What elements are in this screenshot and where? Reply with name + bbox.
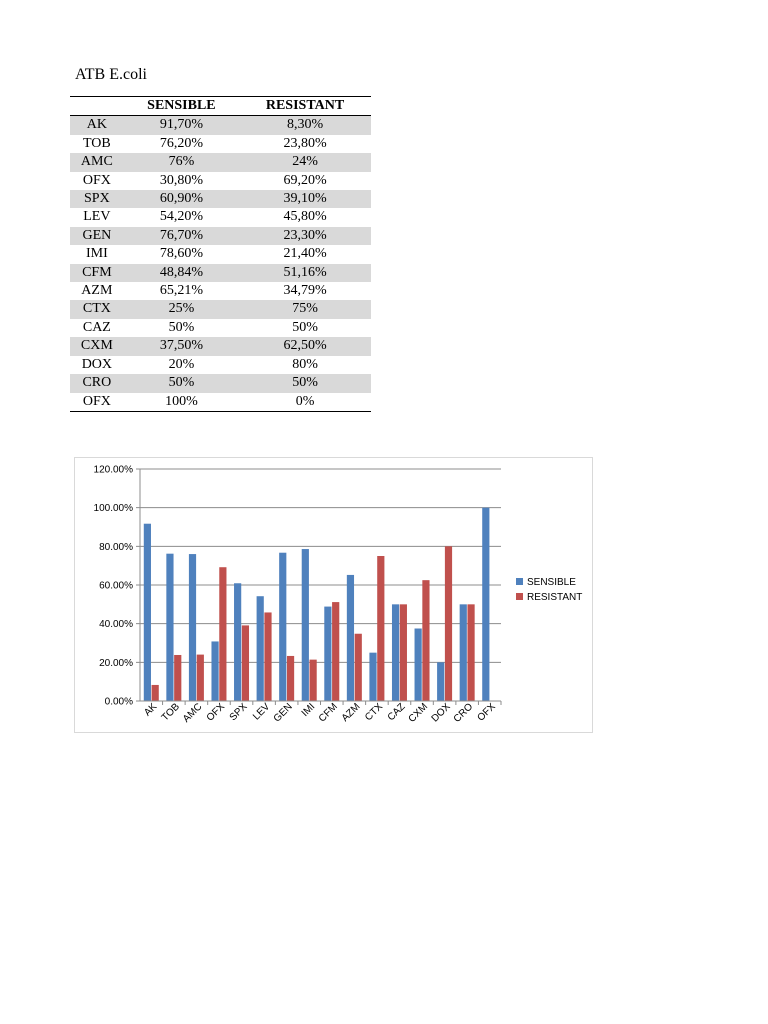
bar-sensible	[279, 553, 286, 701]
bar-resistant	[467, 604, 474, 701]
bar-resistant	[174, 655, 181, 701]
bar-sensible	[369, 653, 376, 701]
bar-resistant	[287, 656, 294, 701]
legend-swatch-sensible	[516, 578, 523, 585]
table-body	[70, 116, 371, 412]
table-row	[70, 300, 371, 318]
table-row	[70, 337, 371, 355]
y-tick-label: 0.00%	[104, 696, 133, 708]
table-row	[70, 208, 371, 226]
bar-chart	[75, 458, 592, 732]
bar-resistant	[445, 546, 452, 701]
cell-sensible: 78,60%	[159, 246, 203, 262]
bar-sensible	[392, 604, 399, 701]
bar-sensible	[415, 629, 422, 702]
legend-label-resistant: RESISTANT	[527, 592, 583, 603]
bar-sensible	[460, 604, 467, 701]
x-tick-label: GEN	[271, 701, 295, 725]
cell-antibiotic: AK	[70, 116, 124, 135]
cell-resistant: 51,16%	[239, 264, 371, 282]
x-tick-label: AZM	[339, 701, 363, 725]
table-row	[70, 356, 371, 374]
cell-sensible: 48,84%	[124, 264, 239, 282]
bar-resistant	[400, 604, 407, 701]
bar-resistant	[355, 634, 362, 701]
cell-sensible: 76,20%	[159, 135, 203, 151]
table-row	[70, 190, 371, 208]
x-tick-label: CRO	[451, 701, 476, 725]
bar-resistant	[264, 612, 271, 701]
cell-antibiotic: DOX	[81, 356, 113, 372]
cell-sensible: 20%	[168, 356, 195, 372]
x-tick-label: OFX	[475, 701, 498, 724]
cell-sensible: 76,70%	[124, 227, 239, 245]
cell-sensible: 100%	[124, 393, 239, 412]
cell-antibiotic: SPX	[70, 190, 124, 208]
bar-resistant	[242, 625, 249, 701]
cell-resistant: 23,30%	[239, 227, 371, 245]
x-tick-label: DOX	[429, 701, 453, 725]
x-tick-label: SPX	[227, 701, 250, 724]
table-row	[70, 393, 371, 412]
atb-table	[70, 96, 371, 412]
cell-antibiotic: GEN	[70, 227, 124, 245]
document-title: ATB E.coli	[75, 66, 147, 83]
cell-sensible: 30,80%	[159, 172, 203, 188]
table-row	[70, 374, 371, 392]
table-row	[70, 227, 371, 245]
bar-resistant	[310, 660, 317, 701]
cell-resistant: 34,79%	[283, 283, 327, 299]
cell-antibiotic: CFM	[70, 264, 124, 282]
legend-swatch-resistant	[516, 593, 523, 600]
cell-sensible: 37,50%	[124, 337, 239, 355]
cell-resistant: 62,50%	[239, 337, 371, 355]
x-tick-label: TOB	[159, 701, 182, 724]
y-tick-label: 40.00%	[99, 619, 133, 631]
x-tick-label: LEV	[251, 701, 273, 723]
cell-resistant: 21,40%	[283, 246, 327, 262]
cell-sensible: 50%	[168, 319, 195, 335]
cell-sensible: 60,90%	[124, 190, 239, 208]
cell-antibiotic: OFX	[70, 393, 124, 412]
cell-antibiotic: IMI	[85, 246, 108, 262]
table-row	[70, 172, 371, 190]
table-row	[70, 116, 371, 135]
x-tick-label: CAZ	[385, 701, 408, 724]
bar-resistant	[152, 685, 159, 701]
x-tick-label: AK	[142, 701, 160, 719]
cell-antibiotic: CAZ	[82, 319, 111, 335]
bar-sensible	[189, 554, 196, 701]
cell-resistant: 0%	[239, 393, 371, 412]
cell-resistant: 45,80%	[283, 209, 327, 225]
table-row	[70, 282, 371, 300]
bar-sensible	[257, 596, 264, 701]
bar-sensible	[144, 524, 151, 701]
bar-sensible	[234, 583, 241, 701]
x-tick-label: IMI	[299, 701, 318, 719]
cell-sensible: 91,70%	[124, 116, 239, 135]
header-antibiotic	[70, 97, 124, 116]
table-row	[70, 264, 371, 282]
x-tick-label: AMC	[181, 701, 205, 725]
cell-resistant: 24%	[239, 153, 371, 171]
cell-resistant: 8,30%	[239, 116, 371, 135]
cell-resistant: 50%	[292, 319, 318, 335]
y-tick-label: 100.00%	[93, 503, 133, 515]
x-tick-label: CFM	[316, 701, 340, 725]
cell-sensible: 50%	[124, 374, 239, 392]
cell-resistant: 50%	[239, 374, 371, 392]
y-tick-label: 20.00%	[99, 657, 133, 669]
chart-container	[74, 457, 593, 733]
cell-antibiotic: AZM	[81, 283, 113, 299]
table-row	[70, 135, 371, 153]
cell-antibiotic: LEV	[83, 209, 111, 225]
cell-sensible: 25%	[124, 300, 239, 318]
legend-label-sensible: SENSIBLE	[527, 577, 576, 588]
cell-antibiotic: TOB	[82, 135, 111, 151]
bar-resistant	[332, 602, 339, 701]
bar-sensible	[482, 508, 489, 701]
y-tick-label: 80.00%	[99, 541, 133, 553]
cell-antibiotic: CRO	[70, 374, 124, 392]
bar-sensible	[347, 575, 354, 701]
y-tick-label: 120.00%	[93, 464, 133, 476]
table-row	[70, 245, 371, 263]
cell-sensible: 76%	[124, 153, 239, 171]
cell-resistant: 80%	[292, 356, 318, 372]
bar-sensible	[302, 549, 309, 701]
table-row	[70, 153, 371, 171]
cell-resistant: 69,20%	[283, 172, 327, 188]
bar-sensible	[211, 641, 218, 701]
cell-antibiotic: CTX	[70, 300, 124, 318]
x-tick-label: CTX	[363, 701, 386, 724]
header-sensible: SENSIBLE	[124, 97, 239, 116]
bar-sensible	[324, 607, 331, 701]
table-row	[70, 319, 371, 337]
bar-resistant	[197, 655, 204, 701]
cell-resistant: 23,80%	[283, 135, 327, 151]
cell-antibiotic: AMC	[70, 153, 124, 171]
bar-sensible	[437, 662, 444, 701]
header-resistant: RESISTANT	[239, 97, 371, 116]
x-tick-label: CXM	[406, 701, 431, 725]
y-tick-label: 60.00%	[99, 580, 133, 592]
bar-resistant	[219, 567, 226, 701]
bar-sensible	[166, 554, 173, 701]
cell-antibiotic: CXM	[70, 337, 124, 355]
cell-antibiotic: OFX	[82, 172, 111, 188]
cell-sensible: 54,20%	[159, 209, 203, 225]
bar-resistant	[422, 580, 429, 701]
table-header-row	[70, 97, 371, 116]
bar-resistant	[377, 556, 384, 701]
cell-resistant: 75%	[239, 300, 371, 318]
cell-sensible: 65,21%	[159, 283, 203, 299]
cell-resistant: 39,10%	[239, 190, 371, 208]
x-tick-label: OFX	[204, 701, 228, 724]
